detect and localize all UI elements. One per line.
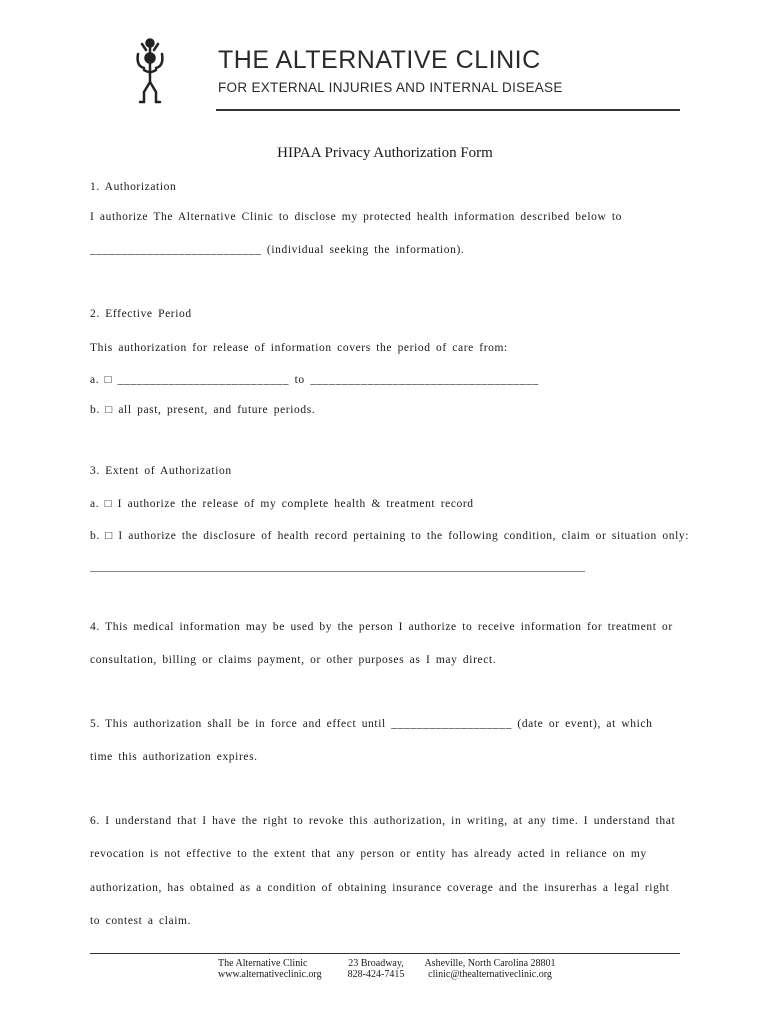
option-b-specific-condition: b. □ I authorize the disclosure of health record pertaining to the following condition, claim or situation only: bbox=[90, 530, 690, 542]
footer-website-link[interactable]: www.alternativeclinic.org bbox=[218, 969, 322, 980]
section-2-heading: 2. Effective Period bbox=[90, 308, 192, 320]
clinic-tagline: FOR EXTERNAL INJURIES AND INTERNAL DISEASE bbox=[218, 80, 563, 95]
option-a-complete-record: a. □ I authorize the release of my complete health & treatment record bbox=[90, 498, 474, 510]
section-6-line-4: to contest a claim. bbox=[90, 915, 192, 927]
section-6-line-1: 6. I understand that I have the right to revoke this authorization, in writing, at any time. I understand that bbox=[90, 815, 676, 827]
condition-blank-line: ___________________________________________________________________________________________________ bbox=[90, 562, 585, 573]
section-5-line-1: 5. This authorization shall be in force and effect until ___________________ (date or event), at which bbox=[90, 718, 653, 730]
section-6-line-3: authorization, has obtained as a condition of obtaining insurance coverage and the insurerhas a legal right bbox=[90, 882, 670, 894]
recipient-blank-line: ___________________________ (individual seeking the information). bbox=[90, 244, 465, 256]
authorization-statement: I authorize The Alternative Clinic to disclose my protected health information described below to bbox=[90, 211, 623, 223]
footer-divider bbox=[90, 953, 680, 954]
footer-col-address bbox=[338, 958, 414, 980]
footer-email-link[interactable]: clinic@thealternativeclinic.org bbox=[428, 969, 552, 980]
period-statement: This authorization for release of information covers the period of care from: bbox=[90, 342, 508, 354]
footer-col-contact bbox=[420, 958, 560, 980]
section-1-heading: 1. Authorization bbox=[90, 181, 177, 193]
section-3-heading: 3. Extent of Authorization bbox=[90, 465, 232, 477]
section-4-line-2: consultation, billing or claims payment, or other purposes as I may direct. bbox=[90, 654, 497, 666]
footer-clinic-name: The Alternative Clinic bbox=[218, 958, 308, 969]
option-a-period-range: a. □ ___________________________ to ____________________________________ bbox=[90, 374, 539, 386]
header-divider bbox=[216, 109, 680, 111]
form-title: HIPAA Privacy Authorization Form bbox=[277, 145, 493, 161]
footer-street: 23 Broadway, bbox=[348, 958, 404, 969]
footer-col-name bbox=[218, 958, 322, 980]
section-5-line-2: time this authorization expires. bbox=[90, 751, 258, 763]
footer-phone: 828-424-7415 bbox=[347, 969, 405, 980]
clinic-name: THE ALTERNATIVE CLINIC bbox=[218, 46, 541, 74]
section-6-line-2: revocation is not effective to the extent that any person or entity has already acted in reliance on my bbox=[90, 848, 647, 860]
clinic-logo-figure-icon bbox=[128, 36, 172, 108]
section-4-line-1: 4. This medical information may be used by the person I authorize to receive information for treatment or bbox=[90, 621, 673, 633]
footer-city: Asheville, North Carolina 28801 bbox=[424, 958, 556, 969]
option-b-all-periods: b. □ all past, present, and future periods. bbox=[90, 404, 316, 416]
